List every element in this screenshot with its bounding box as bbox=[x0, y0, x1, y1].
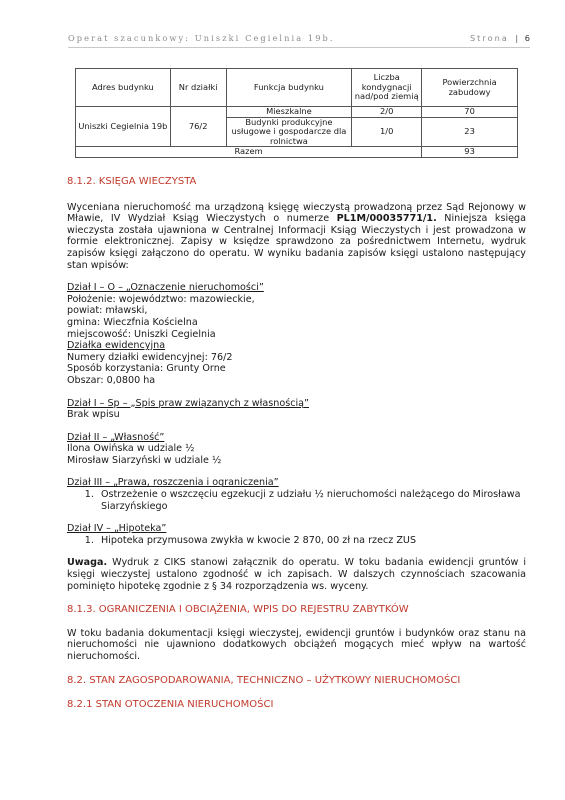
page-header bbox=[68, 33, 530, 48]
kw-intro-before: Wyceniana nieruchomość ma urządzoną księgę wieczystą prowadzoną przez Sąd Rejonowy w Mławie, IV Wydział Ksiąg Wieczystych o numerze bbox=[67, 201, 526, 225]
col-header-area: Powierzchnia zabudowy bbox=[422, 69, 518, 107]
page-label: Strona bbox=[469, 33, 509, 43]
dzial-4-block bbox=[67, 523, 526, 546]
note-paragraph bbox=[67, 557, 526, 592]
page-indicator bbox=[470, 33, 530, 43]
page-number: 6 bbox=[524, 33, 530, 43]
kw-number: PL1M/00035771/1. bbox=[336, 213, 437, 225]
dzial-2-title: Dział II – „Własność” bbox=[67, 431, 165, 443]
cell-area: 23 bbox=[422, 117, 518, 147]
dzial-2-block bbox=[67, 432, 526, 467]
cell-total-label: Razem bbox=[76, 147, 422, 158]
table-header-row bbox=[76, 69, 518, 107]
dzial-3-block bbox=[67, 477, 526, 512]
dzial-3-title: Dział III – „Prawa, roszczenia i ograniczenia” bbox=[67, 477, 279, 489]
location-line: Położenie: województwo: mazowieckie, bbox=[67, 293, 255, 305]
dzial-1o-title: Dział I – O – „Oznaczenie nieruchomości” bbox=[67, 282, 264, 294]
plot-detail: Obszar: 0,0800 ha bbox=[67, 374, 156, 386]
cell-function: Budynki produkcyjne usługowe i gospodarcze dla rolnictwa bbox=[226, 117, 352, 147]
col-header-plot: Nr działki bbox=[170, 69, 226, 107]
plot-detail: Sposób korzystania: Grunty Orne bbox=[67, 363, 226, 375]
dzial-4-title: Dział IV – „Hipoteka” bbox=[67, 523, 167, 535]
cell-address: Uniszki Cegielnia 19b bbox=[76, 107, 171, 147]
dzial-1o-block bbox=[67, 282, 526, 386]
location-line: miejscowość: Uniszki Cegielnia bbox=[67, 328, 216, 340]
dzial-1sp-title: Dział I – Sp – „Spis praw związanych z własnością” bbox=[67, 397, 309, 409]
document-title: Operat szacunkowy: Uniszki Cegielnia 19b. bbox=[68, 33, 335, 43]
section-813-text: W toku badania dokumentacji księgi wieczystej, ewidencji gruntów i budynków oraz stanu na nieruchomości nie ujawniono dodatkowych obciążeń mogących mieć wpływ na wartość nieruchomości. bbox=[67, 627, 526, 662]
page-content bbox=[67, 176, 526, 711]
cell-plot: 76/2 bbox=[170, 107, 226, 147]
note-label: Uwaga. bbox=[67, 557, 108, 569]
cell-floors: 2/0 bbox=[352, 107, 422, 118]
dzial-1sp-text: Brak wpisu bbox=[67, 409, 120, 421]
dzial-4-list bbox=[67, 535, 526, 547]
cell-area: 70 bbox=[422, 107, 518, 118]
plot-detail: Numery działki ewidencyjnej: 76/2 bbox=[67, 351, 233, 363]
col-header-address: Adres budynku bbox=[76, 69, 171, 107]
owner-line: Mirosław Siarzyński w udziale ½ bbox=[67, 454, 222, 466]
cell-floors: 1/0 bbox=[352, 117, 422, 147]
list-item: 1. Ostrzeżenie o wszczęciu egzekucji z udziału ½ nieruchomości należącego do Mirosława Siarzyńskiego bbox=[97, 489, 526, 512]
section-heading-82: 8.2. STAN ZAGOSPODAROWANIA, TECHNICZNO – UŻYTKOWY NIERUCHOMOŚCI bbox=[67, 674, 461, 686]
note-text: Wydruk z CIKS stanowi załącznik do operatu. W toku badania ewidencji gruntów i księgi wieczystej ustalono zgodność w ich zapisach. W dalszych czynnościach szacowania pominięto hipotekę zgodnie z § 34 rozporządzenia ws. wyceny. bbox=[67, 557, 526, 592]
kw-intro-after: Niniejsza księga wieczysta została ujawniona w Centralnej Informacji Ksiąg Wieczystych i jest prowadzona w formie elektronicznej. Zapisy w księdze sprawdzono za pośrednictwem Internetu, wydruk zapisów księgi załączono do operatu. W wyniku badania zapisów księgi ustalono następujący stan wpisów: bbox=[67, 213, 526, 271]
location-line: powiat: mławski, bbox=[67, 305, 148, 317]
section-heading-813: 8.1.3. OGRANICZENIA I OBCIĄŻENIA, WPIS DO REJESTRU ZABYTKÓW bbox=[67, 604, 409, 616]
cell-total-value: 93 bbox=[422, 147, 518, 158]
location-line: gmina: Wieczfnia Kościelna bbox=[67, 316, 198, 328]
cell-function: Mieszkalne bbox=[226, 107, 352, 118]
col-header-function: Funkcja budynku bbox=[226, 69, 352, 107]
owner-line: Ilona Owińska w udziale ½ bbox=[67, 443, 195, 455]
section-heading-812: 8.1.2. KSIĘGA WIECZYSTA bbox=[67, 176, 197, 187]
table-total-row bbox=[76, 147, 518, 158]
kw-intro-paragraph bbox=[67, 202, 526, 272]
list-item: 1. Hipoteka przymusowa zwykła w kwocie 2 870, 00 zł na rzecz ZUS bbox=[97, 535, 526, 547]
table-row bbox=[76, 107, 518, 118]
building-table bbox=[75, 68, 518, 158]
dzial-1sp-block bbox=[67, 398, 526, 421]
col-header-floors: Liczba kondygnacji nad/pod ziemią bbox=[352, 69, 422, 107]
section-heading-821: 8.2.1 STAN OTOCZENIA NIERUCHOMOŚCI bbox=[67, 699, 274, 711]
page-separator: | bbox=[515, 33, 519, 43]
plot-subtitle: Działka ewidencyjna bbox=[67, 340, 166, 352]
dzial-3-list bbox=[67, 489, 526, 512]
